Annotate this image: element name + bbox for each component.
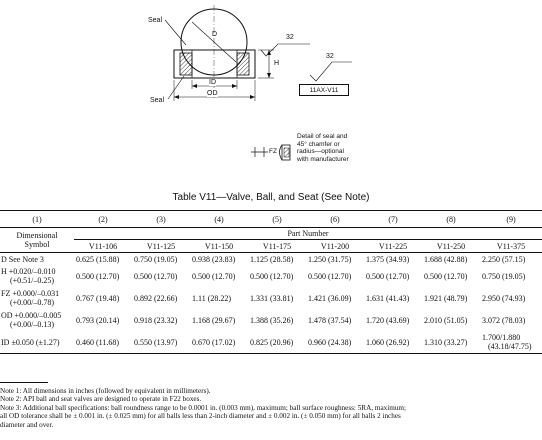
col-number: (8) [422, 211, 480, 228]
detail-line-3: radius—optional [297, 148, 344, 155]
dimension-symbol-cell: D See Note 3 [1, 254, 44, 264]
value-cell: 0.550 (13.97) [132, 331, 190, 354]
value-cell: 0.500 (12.70) [366, 271, 410, 281]
value-cell: 0.625 (15.88) [76, 254, 120, 264]
value-cell: 0.825 (20.96) [248, 331, 306, 354]
detail-line-1: Detail of seal and [297, 133, 348, 140]
value-cell: 1.921 (48.79) [424, 293, 468, 303]
dimension-symbol-cell: FZ +0.000/–0.031 (+0.00/–0.78) [1, 289, 60, 307]
value-cell: 0.500 (12.70) [424, 271, 468, 281]
part-number: V11-125 [132, 240, 190, 253]
value-cell: 1.478 (37.54) [308, 315, 352, 325]
table-title: Table V11—Valve, Ball, and Seat (See Note) [172, 192, 370, 203]
value-cell: 1.631 (41.43) [366, 293, 410, 303]
dimensional-symbol-header: Dimensional Symbol [0, 228, 74, 253]
value-cell: 0.750 (19.05) [134, 254, 178, 264]
value-cell: 0.938 (23.83) [192, 254, 236, 264]
value-cell: 1.250 (31.75) [308, 254, 352, 264]
value-cell: 0.767 (19.48) [76, 293, 120, 303]
dim-od-label: OD [207, 90, 218, 97]
part-number-header-row [0, 228, 542, 240]
part-number: V11-375 [480, 240, 542, 253]
finish-symbol-2 [310, 62, 352, 81]
col-number: (3) [132, 211, 190, 228]
part-number-header: Part Number [74, 228, 542, 240]
table-row [0, 309, 542, 331]
table-row [0, 265, 542, 287]
value-cell: 0.960 (24.38) [306, 331, 364, 354]
value-cell: 0.750 (19.05) [482, 271, 526, 281]
value-cell: 1.11 (28.22) [192, 293, 232, 303]
value-cell: 2.950 (74.93) [482, 293, 526, 303]
note-3-end: diameter and over. [0, 420, 54, 429]
value-cell: 1.720 (43.69) [366, 315, 410, 325]
value-cell: 0.500 (12.70) [192, 271, 236, 281]
value-cell: 0.918 (23.32) [134, 315, 178, 325]
value-cell: 1.310 (33.27) [422, 331, 480, 354]
value-cell: 1.388 (35.26) [250, 315, 294, 325]
value-cell: 0.500 (12.70) [308, 271, 352, 281]
detail-line-2: 45° chamfer or [297, 140, 340, 148]
fz-label: FZ [269, 148, 277, 155]
value-cell: 2.010 (51.05) [424, 315, 468, 325]
detail-line-4: with manufacturer [297, 155, 349, 163]
table-row [0, 287, 542, 309]
drawing [0, 0, 542, 190]
dimension-symbol-cell: H +0.020/–0.010 (+0.51/–0.25) [1, 267, 56, 285]
note-1: Note 1: All dimensions in inches (followed by equivalent in millimeters). [0, 387, 211, 395]
part-callout-tag: 11AX-V11 [299, 84, 349, 96]
notes-divider [0, 382, 48, 383]
valve-ball-seat-figure [0, 0, 542, 190]
part-number: V11-175 [248, 240, 306, 253]
value-cell: 3.072 (78.03) [482, 315, 526, 325]
seal-label-bottom: Seal [150, 97, 165, 104]
col-number: (4) [190, 211, 248, 228]
col-number: (7) [364, 211, 422, 228]
value-cell: 1.331 (33.81) [250, 293, 294, 303]
value-cell: 2.250 (57.15) [482, 254, 526, 264]
col-number: (6) [306, 211, 364, 228]
col-number: (2) [74, 211, 132, 228]
dim-id-label: ID [209, 79, 216, 86]
part-number: V11-106 [74, 240, 132, 253]
value-cell: 0.460 (11.68) [74, 331, 132, 354]
col-number: (1) [0, 211, 74, 228]
seal-left [180, 53, 192, 75]
note-3: Note 3: Additional ball specifications: ball roundness range to be 0.0001 in. (0.003 mm), maximum; ball surface roughness: 5RA, maximum; [0, 403, 407, 412]
value-cell: 0.670 (17.02) [190, 331, 248, 354]
seal-label-top: Seal [148, 17, 163, 24]
table-row [0, 331, 542, 354]
value-cell: 1.688 (42.88) [424, 254, 468, 264]
column-number-row [0, 211, 542, 228]
value-cell: 1.700/1.880 (43.18/47.75) [480, 331, 542, 354]
value-cell: 1.421 (36.09) [308, 293, 352, 303]
part-number: V11-250 [422, 240, 480, 253]
value-cell: 0.500 (12.70) [250, 271, 294, 281]
value-cell: 0.500 (12.70) [76, 271, 120, 281]
value-cell: 0.500 (12.70) [134, 271, 178, 281]
note-3-cont: all OD tolerance shall be ± 0.001 in. (± 0.025 mm) for all balls less than 2-inch diameter and ± 0.002 in. (± 0.050 mm) for all balls 2 inches [0, 412, 401, 421]
part-number: V11-225 [364, 240, 422, 253]
finish-value-1: 32 [286, 34, 294, 41]
finish-value-2: 32 [326, 53, 334, 60]
part-numbers-row [0, 240, 542, 253]
part-number: V11-200 [306, 240, 364, 253]
value-cell: 0.892 (22.66) [134, 293, 178, 303]
dimension-symbol-cell: ID ±0.050 (±1.27) [0, 331, 74, 354]
value-cell: 1.060 (26.92) [364, 331, 422, 354]
part-number: V11-150 [190, 240, 248, 253]
value-cell: 1.125 (28.58) [250, 254, 294, 264]
note-2: Note 2: API ball and seat valves are designed to operate in F22 boxes. [0, 395, 202, 404]
dim-h-label: H [274, 60, 280, 67]
dim-d-label: D [212, 31, 218, 38]
valve-ball-seat-table [0, 210, 542, 354]
value-cell: 0.793 (20.14) [76, 315, 120, 325]
col-number: (5) [248, 211, 306, 228]
table-body [0, 253, 542, 354]
seal-right [237, 53, 249, 75]
value-cell: 1.168 (29.67) [192, 315, 236, 325]
dimension-symbol-cell: OD +0.000/–0.005 (+0.00/–0.13) [1, 311, 62, 329]
table-row [0, 253, 542, 266]
detail-caption [297, 133, 377, 163]
col-number: (9) [480, 211, 542, 228]
value-cell: 1.375 (34.93) [366, 254, 410, 264]
notes [0, 382, 542, 429]
